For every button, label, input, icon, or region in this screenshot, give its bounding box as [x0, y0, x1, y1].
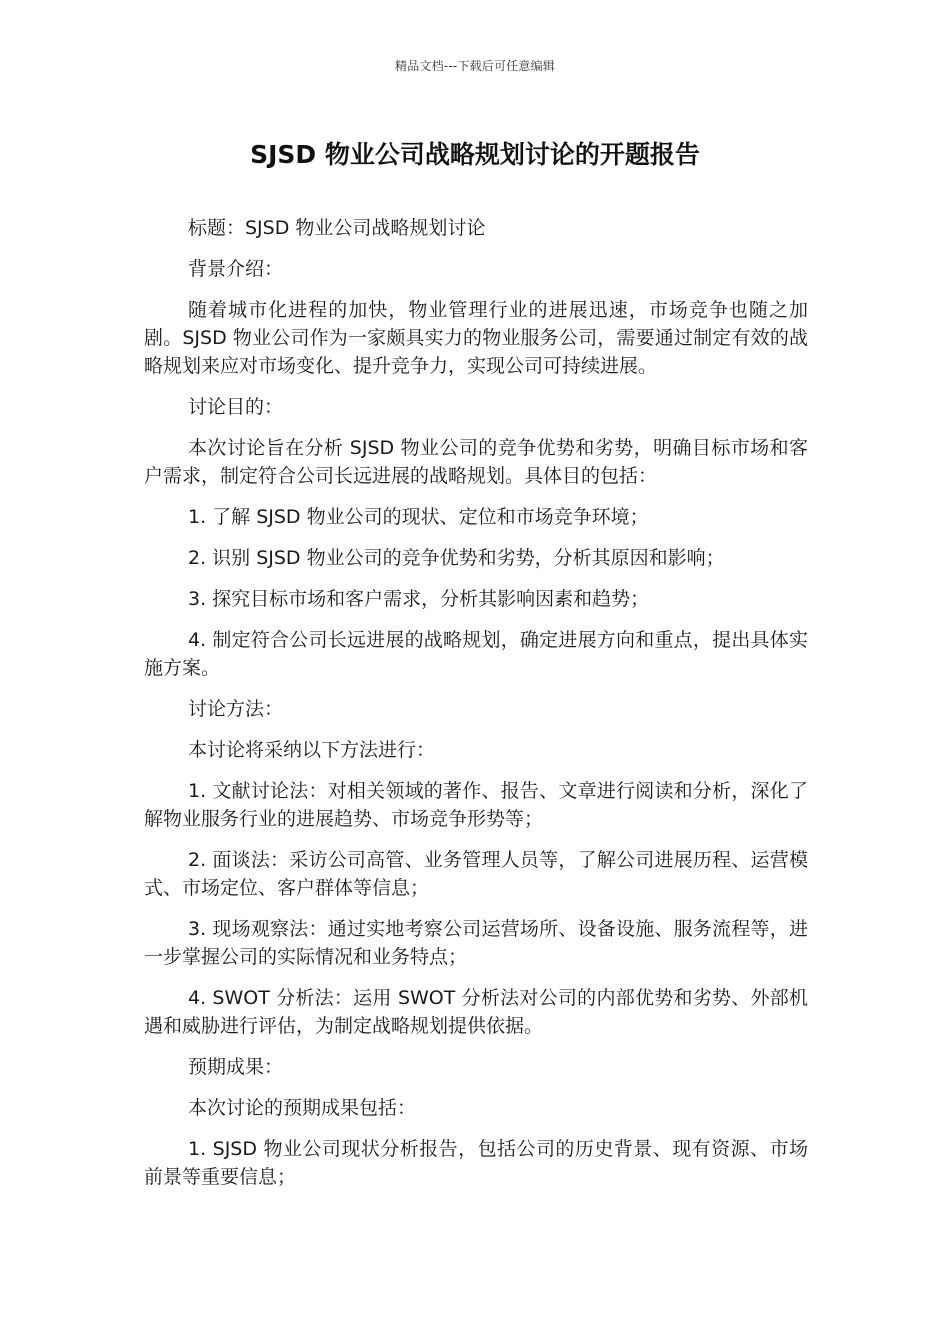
document-body	[144, 214, 808, 1204]
list-item-purpose-1: 1. 了解 SJSD 物业公司的现状、定位和市场竞争环境；	[188, 506, 649, 528]
header-note: 精品文档---下载后可任意编辑	[395, 59, 555, 73]
list-item-purpose-4: 4. 制定符合公司长远进展的战略规划，确定进展方向和重点，提出具体实施方案。	[144, 629, 808, 679]
list-item-purpose-3: 3. 探究目标市场和客户需求，分析其影响因素和趋势；	[188, 588, 650, 610]
document-title: SJSD 物业公司战略规划讨论的开题报告	[250, 140, 700, 169]
list-item-method-3: 3. 现场观察法：通过实地考察公司运营场所、设备设施、服务流程等，进一步掌握公司的实际情况和业务特点；	[144, 918, 808, 968]
list-item-results-1: 1. SJSD 物业公司现状分析报告，包括公司的历史背景、现有资源、市场前景等重要信息；	[144, 1138, 808, 1188]
list-item-method-4: 4. SWOT 分析法：运用 SWOT 分析法对公司的内部优势和劣势、外部机遇和威胁进行评估，为制定战略规划提供依据。	[144, 987, 808, 1037]
paragraph-background: 随着城市化进程的加快，物业管理行业的进展迅速，市场竞争也随之加剧。SJSD 物业公司作为一家颇具实力的物业服务公司，需要通过制定有效的战略规划来应对市场变化、提升竞争力，实现公司可持续进展。	[144, 299, 808, 377]
section-heading-method: 讨论方法：	[188, 698, 284, 720]
paragraph-title-line: 标题：SJSD 物业公司战略规划讨论	[188, 217, 486, 239]
paragraph-method-intro: 本讨论将采纳以下方法进行：	[188, 739, 436, 761]
paragraph-purpose: 本次讨论旨在分析 SJSD 物业公司的竞争优势和劣势，明确目标市场和客户需求，制定符合公司长远进展的战略规划。具体目的包括：	[144, 437, 808, 487]
paragraph-results-intro: 本次讨论的预期成果包括：	[188, 1097, 417, 1119]
list-item-method-1: 1. 文献讨论法：对相关领域的著作、报告、文章进行阅读和分析，深化了解物业服务行业的进展趋势、市场竞争形势等；	[144, 780, 808, 830]
list-item-method-2: 2. 面谈法：采访公司高管、业务管理人员等，了解公司进展历程、运营模式、市场定位、客户群体等信息；	[144, 849, 808, 899]
section-heading-background: 背景介绍：	[188, 258, 284, 280]
list-item-purpose-2: 2. 识别 SJSD 物业公司的竞争优势和劣势，分析其原因和影响；	[188, 547, 725, 569]
section-heading-results: 预期成果：	[188, 1056, 284, 1078]
section-heading-purpose: 讨论目的：	[188, 396, 284, 418]
